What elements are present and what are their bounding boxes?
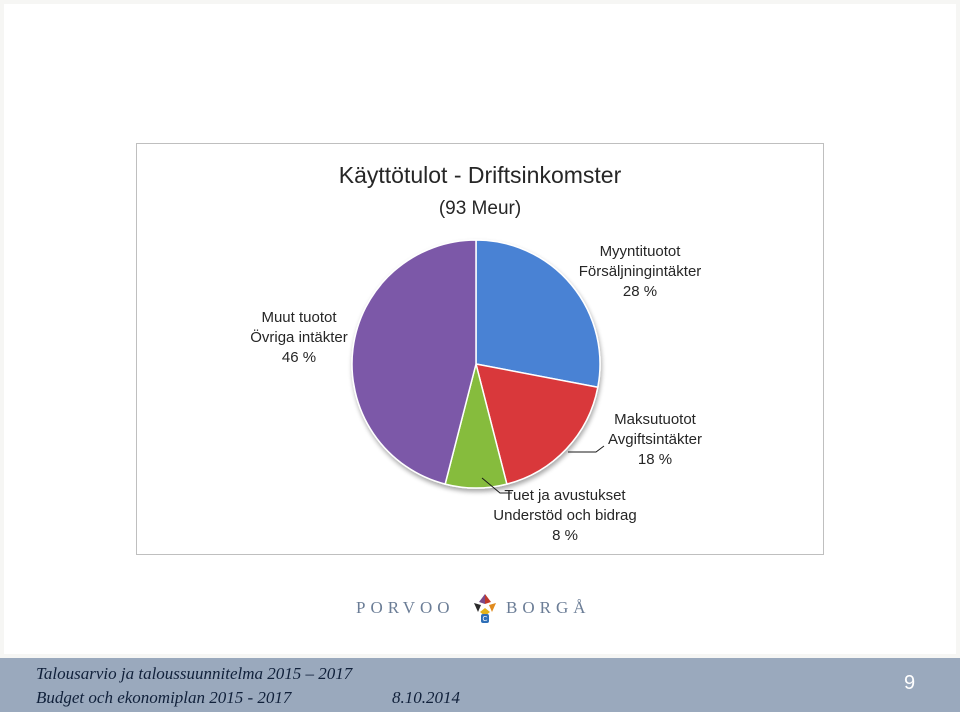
label-sv: Försäljningintäkter (578, 263, 702, 280)
data-label-muut-tuotot (224, 308, 374, 368)
city-emblem-icon (468, 590, 502, 624)
svg-text:C: C (482, 616, 488, 623)
data-label-tuet (470, 486, 660, 546)
logo-text-porvoo: PORVOO (356, 598, 455, 617)
label-value: 28 % (622, 283, 658, 300)
chart-subtitle: (93 Meur) (438, 198, 522, 219)
data-label-maksutuotot (570, 410, 740, 470)
footer-title-sv: Budget och ekonomiplan 2015 - 2017 (36, 688, 292, 707)
label-fi: Myyntituotot (599, 243, 681, 260)
label-fi: Muut tuotot (261, 309, 337, 326)
label-fi: Maksutuotot (614, 411, 696, 428)
label-sv: Övriga intäkter (250, 329, 348, 346)
footer-title-fi: Talousarvio ja taloussuunnitelma 2015 – 2017 (36, 664, 353, 683)
porvoo-borga-logo (356, 590, 606, 626)
footer-date: 8.10.2014 (392, 688, 460, 707)
data-label-myyntituotot (540, 242, 740, 302)
label-fi: Tuet ja avustukset (504, 487, 626, 504)
label-sv: Avgiftsintäkter (608, 431, 702, 448)
page-number: 9 (904, 672, 916, 694)
label-value: 8 % (552, 527, 578, 544)
label-value: 46 % (281, 349, 317, 366)
chart-title: Käyttötulot - Driftsinkomster (338, 162, 622, 188)
label-value: 18 % (637, 451, 673, 468)
logo-text-borga: BORGÅ (506, 598, 591, 617)
footer-bar (0, 658, 960, 712)
label-sv: Understöd och bidrag (493, 507, 637, 524)
